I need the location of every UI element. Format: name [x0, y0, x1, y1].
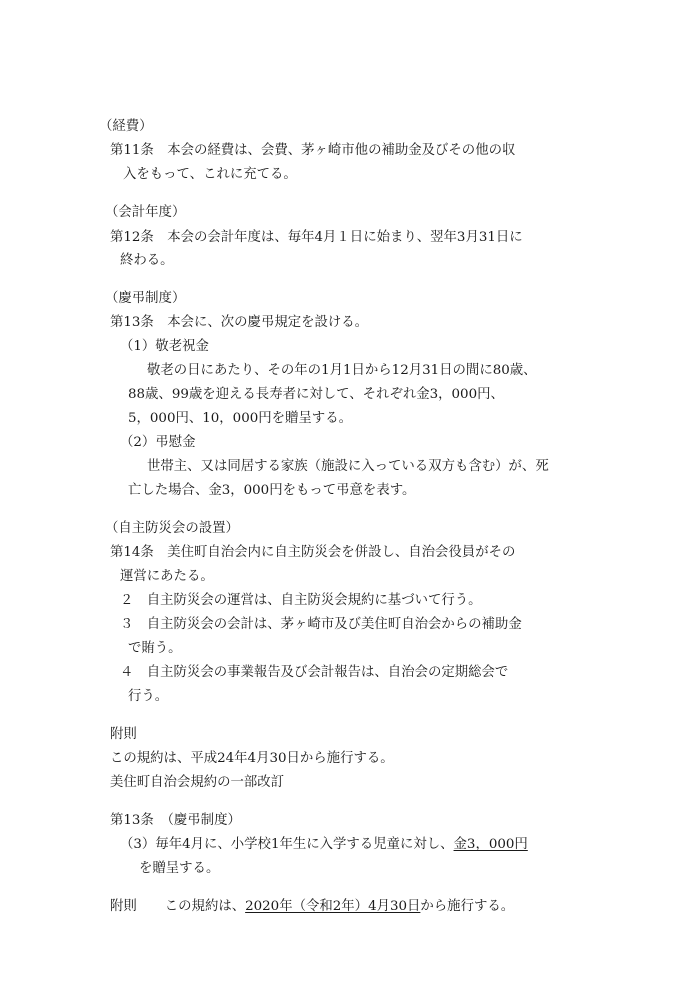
article13-line1: 第13条 本会に、次の慶弔規定を設ける。: [110, 315, 369, 330]
amendment-item3-line2: を贈呈する。: [139, 861, 220, 876]
final-supplementary-date: 2020年（令和2年）4月30日: [245, 899, 421, 914]
article13-item1-line1: 敬老の日にあたり、その年の1月1日から12月31日の間に80歳、: [147, 363, 537, 378]
article13-item2-line1: 世帯主、又は同居する家族（施設に入っている双方も含む）が、死: [147, 459, 549, 474]
article12-line2: 終わる。: [120, 253, 174, 268]
article14-item4-line2: 行う。: [128, 689, 169, 704]
article12-heading: （会計年度）: [105, 205, 186, 220]
article14-heading: （自主防災会の設置）: [105, 521, 239, 536]
article14-line1: 第14条 美住町自治会内に自主防災会を併設し、自治会役員がその: [110, 545, 516, 560]
article13-item1-line3: 5，000円、10，000円を贈呈する。: [128, 411, 352, 426]
article11-heading: （経費）: [99, 119, 153, 134]
supplementary-line1: この規約は、平成24年4月30日から施行する。: [110, 751, 394, 766]
article14-item4-line1: ４ 自主防災会の事業報告及び会計報告は、自治会の定期総会で: [120, 665, 509, 680]
article14-item2: ２ 自主防災会の運営は、自主防災会規約に基づいて行う。: [120, 593, 482, 608]
article13-heading: （慶弔制度）: [105, 291, 186, 306]
article14-item3-line2: で賄う。: [128, 641, 182, 656]
final-supplementary-prefix: この規約は、: [164, 899, 246, 914]
final-supplementary-suffix: から施行する。: [420, 899, 515, 914]
article11-line1: 第11条 本会の経費は、会費、茅ヶ崎市他の補助金及びその他の収: [110, 143, 516, 158]
article11-line2: 入をもって、これに充てる。: [123, 167, 297, 182]
supplementary-line2: 美住町自治会規約の一部改訂: [110, 775, 285, 790]
amendment-heading: 第13条 （慶弔制度）: [110, 813, 241, 828]
amendment-item3-line1: [120, 836, 528, 853]
amendment-item3-amount: 金3，000円: [453, 837, 528, 852]
final-supplementary-line: [110, 898, 514, 915]
article14-line2: 運営にあたる。: [120, 569, 214, 584]
article13-item1-title: （1）敬老祝金: [120, 339, 209, 354]
article14-item3-line1: ３ 自主防災会の会計は、茅ヶ崎市及び美住町自治会からの補助金: [120, 617, 522, 632]
article13-item2-title: （2）弔慰金: [120, 435, 196, 450]
article12-line1: 第12条 本会の会計年度は、毎年4月１日に始まり、翌年3月31日に: [110, 230, 523, 245]
article13-item1-line2: 88歳、99歳を迎える長寿者に対して、それぞれ金3，000円、: [128, 387, 504, 402]
article13-item2-line2: 亡した場合、金3，000円をもって弔意を表す。: [128, 483, 416, 498]
final-supplementary-label: 附則: [110, 899, 137, 914]
amendment-item3-prefix: （3）毎年4月に、小学校1年生に入学する児童に対し、: [120, 837, 454, 852]
supplementary-heading: 附則: [110, 727, 137, 742]
